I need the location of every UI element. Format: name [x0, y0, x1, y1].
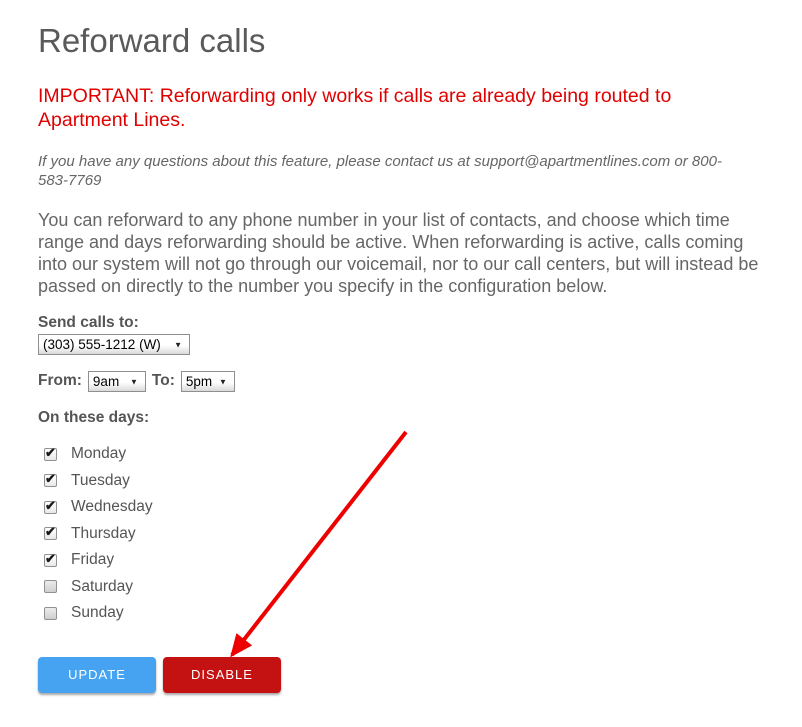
send-calls-to-select-wrap	[38, 332, 190, 355]
to-select-wrap	[181, 369, 235, 392]
send-calls-to-select[interactable]	[38, 334, 190, 355]
day-row-wednesday[interactable]	[38, 494, 770, 521]
page-title	[38, 22, 770, 60]
send-calls-to-label: Send calls to:	[38, 314, 139, 331]
day-row-thursday[interactable]	[38, 521, 770, 548]
to-time-select[interactable]	[181, 371, 235, 392]
from-select-wrap	[88, 369, 146, 392]
important-warning: IMPORTANT: Reforwarding only works if calls are already being routed to Apartment Lines.	[38, 85, 672, 131]
to-label: To:	[151, 371, 175, 389]
day-label: Sunday	[71, 604, 124, 622]
day-row-friday[interactable]	[38, 547, 770, 574]
days-block	[38, 409, 770, 627]
contact-note: If you have any questions about this feature, please contact us at support@apartmentlines.com or 800-583-7769	[38, 153, 722, 189]
day-row-sunday[interactable]	[38, 600, 770, 627]
day-label: Monday	[71, 445, 127, 463]
on-these-days-label: On these days:	[38, 409, 150, 426]
thursday-checkbox[interactable]	[44, 527, 57, 540]
day-label: Saturday	[71, 577, 134, 595]
disable-button[interactable]: DISABLE	[163, 657, 281, 693]
day-label: Thursday	[71, 524, 136, 542]
days-list	[38, 441, 770, 627]
friday-checkbox[interactable]	[44, 554, 57, 567]
day-row-monday[interactable]	[38, 441, 770, 468]
day-label: Wednesday	[71, 498, 153, 516]
action-buttons-row	[38, 657, 770, 693]
sunday-checkbox[interactable]	[44, 607, 57, 620]
day-row-tuesday[interactable]	[38, 468, 770, 495]
from-time-select[interactable]	[88, 371, 146, 392]
day-row-saturday[interactable]	[38, 574, 770, 601]
time-range-row	[38, 369, 770, 392]
day-label: Tuesday	[71, 471, 130, 489]
from-label: From:	[38, 371, 82, 389]
update-button[interactable]: UPDATE	[38, 657, 156, 693]
feature-description: You can reforward to any phone number in your list of contacts, and choose which time range and days reforwarding should be active. When reforwarding is active, calls coming into our system will not go through our voicemail, nor to our call centers, but will instead be passed on directly to the number you specify in the configuration below.	[38, 210, 759, 296]
wednesday-checkbox[interactable]	[44, 501, 57, 514]
day-label: Friday	[71, 551, 115, 569]
monday-checkbox[interactable]	[44, 448, 57, 461]
page-title-text: Reforward calls	[38, 22, 266, 59]
send-calls-to-block	[38, 314, 770, 355]
tuesday-checkbox[interactable]	[44, 474, 57, 487]
saturday-checkbox[interactable]	[44, 580, 57, 593]
